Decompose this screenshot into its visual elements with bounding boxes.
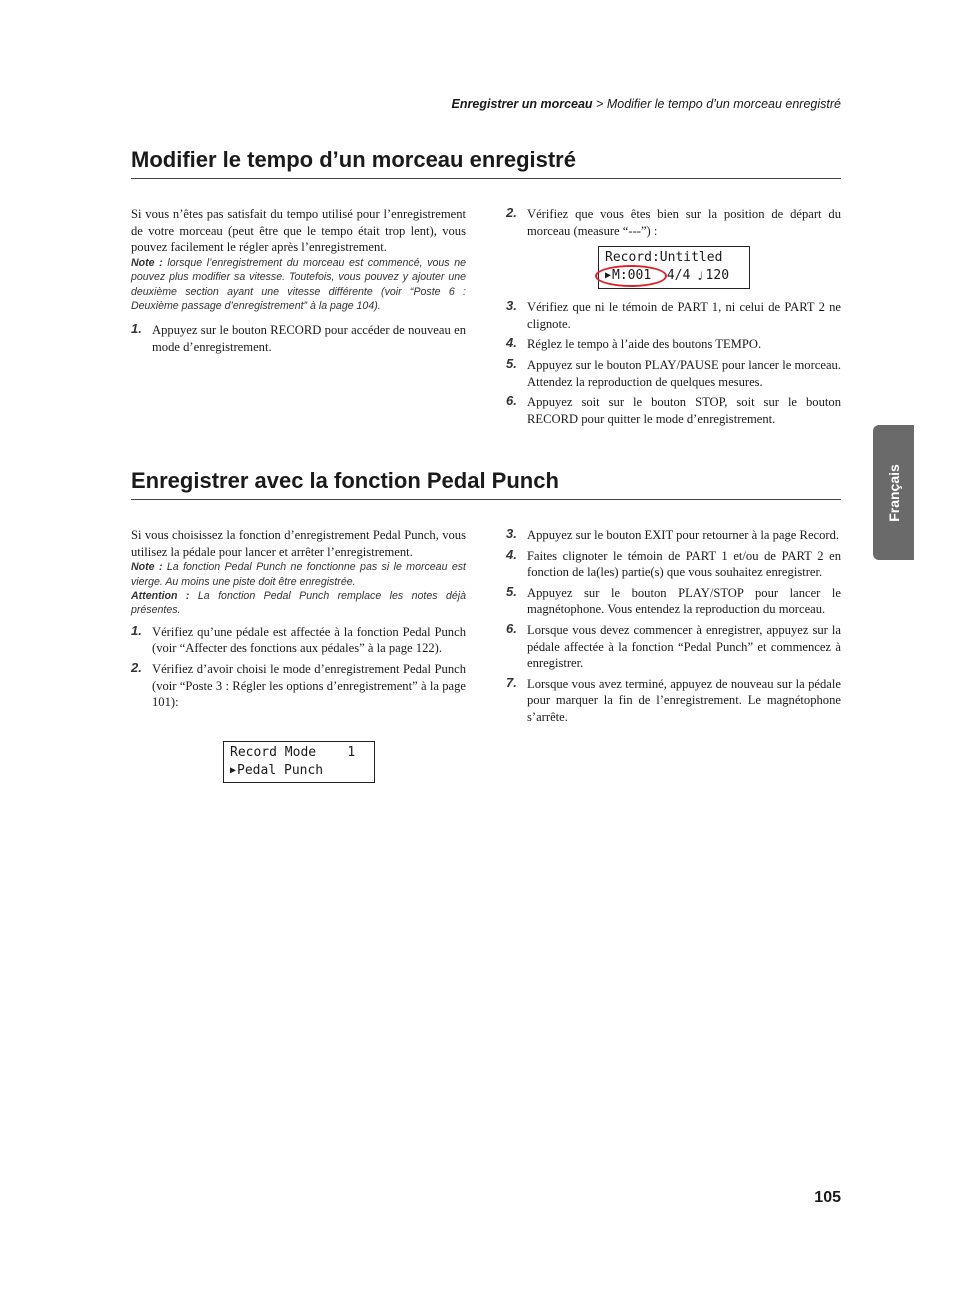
section2-left-column [131,527,466,711]
step-text: Vérifiez d’avoir choisi le mode d’enregistrement Pedal Punch (voir “Poste 3 : Régler les options d’enregistrement” à la page 101): [152,662,466,710]
breadcrumb-section: Enregistrer un morceau [451,97,593,111]
lcd-line-1 [230,744,368,762]
step-2 [131,661,466,711]
lcd-display-record [598,246,750,289]
step-4 [506,336,841,353]
step-text: Réglez le tempo à l’aide des boutons TEMPO. [527,337,762,352]
section1-right-column [506,206,841,427]
language-tab [873,425,914,560]
language-tab-label: Français [885,463,902,522]
step-text: Lorsque vous devez commencer à enregistrer, appuyez sur la pédale affectée à la fonction “Pedal Punch” et commencez à enregistrer. [527,622,841,671]
step-number: 4. [506,546,517,562]
step-text: Appuyez sur le bouton EXIT pour retourner à la page Record. [527,528,840,542]
section2-intro: Si vous choisissez la fonction d’enregistrement Pedal Punch, vous utilisez la pédale pour lancer et arrêter l’enregistrement. [131,528,466,559]
cursor-arrow-icon: ▶ [605,270,612,281]
step-2 [506,206,841,239]
lcd-mode-label: Record Mode [230,745,317,760]
step-text: Vérifiez qu’une pédale est affectée à la fonction Pedal Punch (voir “Affecter des fonctions aux pédales” à la page 122). [152,624,466,656]
step-number: 5. [506,583,517,599]
lcd-mode-value: 1 [347,745,356,760]
section2-right-column [506,527,841,726]
page-number: 105 [814,1189,841,1206]
step-text: Appuyez sur le bouton RECORD pour accéder de nouveau en mode d’enregistrement. [152,323,466,354]
breadcrumb [452,97,841,111]
step-number: 4. [506,335,517,351]
step-number: 1. [131,622,142,638]
section1-intro: Si vous n’êtes pas satisfait du tempo utilisé pour l’enregistrement de votre morceau (peut être que le tempo était trop lent), vous pouvez facilement le régler après l’enregistrement. [131,207,466,255]
step-7 [506,676,841,726]
step-number: 3. [506,298,517,314]
step-6 [506,622,841,672]
step-text: Vérifiez que ni le témoin de PART 1, ni celui de PART 2 ne clignote. [527,300,841,331]
section-title-tempo: Modifier le tempo d’un morceau enregistré [131,146,841,179]
highlight-circle [595,265,667,287]
lcd-line-2 [230,762,368,780]
attention-label: Attention : [131,590,190,602]
step-5 [506,357,841,390]
step-number: 5. [506,355,517,371]
note-label: Note : [131,256,163,269]
note-label: Note : [131,561,163,574]
section1-left-column [131,206,466,356]
step-text: Appuyez soit sur le bouton STOP, soit sur le bouton RECORD pour quitter le mode d’enregistrement. [527,395,841,426]
attention-text: La fonction Pedal Punch remplace les notes déjà présentes. [131,590,466,617]
step-number: 6. [506,620,517,636]
breadcrumb-subsection: Modifier le tempo d’un morceau enregistré [606,97,841,111]
step-number: 2. [131,660,142,675]
step-number: 2. [506,205,517,220]
lcd-display-record-mode [223,741,375,783]
step-5 [506,585,841,618]
step-text: Vérifiez que vous êtes bien sur la position de départ du morceau (measure “---”) : [527,207,841,238]
lcd-mode-option: Pedal Punch [237,763,324,778]
step-text: Appuyez sur le bouton PLAY/STOP pour lancer le magnétophone. Vous entendez la reproduction du morceau. [527,585,841,617]
lcd-line-1: Record:Untitled [605,250,723,265]
lcd-measure: M:001 [612,268,652,283]
cursor-arrow-icon: ▶ [230,765,237,776]
step-1 [131,322,466,355]
step-6 [506,394,841,427]
note-text: La fonction Pedal Punch ne fonctionne pas si le morceau est vierge. Au moins une piste doit être enregistrée. [131,561,467,588]
section-title-pedal-punch: Enregistrer avec la fonction Pedal Punch [131,467,841,500]
step-text: Lorsque vous avez terminé, appuyez de nouveau sur la pédale pour marquer la fin de l’enregistrement. Le magnétophone s’arrête. [527,676,841,724]
note-text: lorsque l’enregistrement du morceau est commencé, vous ne pouvez plus modifier sa vitesse. Toutefois, vous pouvez y ajouter une deuxième section ayant une vitesse différente (voir “Poste 6 : Deuxième passage d’enregistrement” à la page 104). [131,256,466,312]
step-4 [506,548,841,581]
section2-note [131,560,466,589]
step-number: 7. [506,674,517,690]
step-text: Appuyez sur le bouton PLAY/PAUSE pour lancer le morceau. Attendez la reproduction de quelques mesures. [527,357,841,389]
step-number: 6. [506,393,517,409]
step-3 [506,299,841,332]
step-number: 1. [131,321,142,337]
step-number: 3. [506,526,517,541]
lcd-time-signature: 4/4 [666,268,691,283]
step-3 [506,527,841,544]
section1-note [131,256,466,314]
step-text: Faites clignoter le témoin de PART 1 et/ou de PART 2 en fonction de la(les) partie(s) que vous souhaitez enregistrer. [527,548,841,580]
lcd-tempo: 120 [705,268,730,283]
quarter-note-icon: ♩ [696,269,704,283]
section2-attention [131,589,466,618]
step-1 [131,624,466,657]
breadcrumb-separator: > [596,97,604,111]
